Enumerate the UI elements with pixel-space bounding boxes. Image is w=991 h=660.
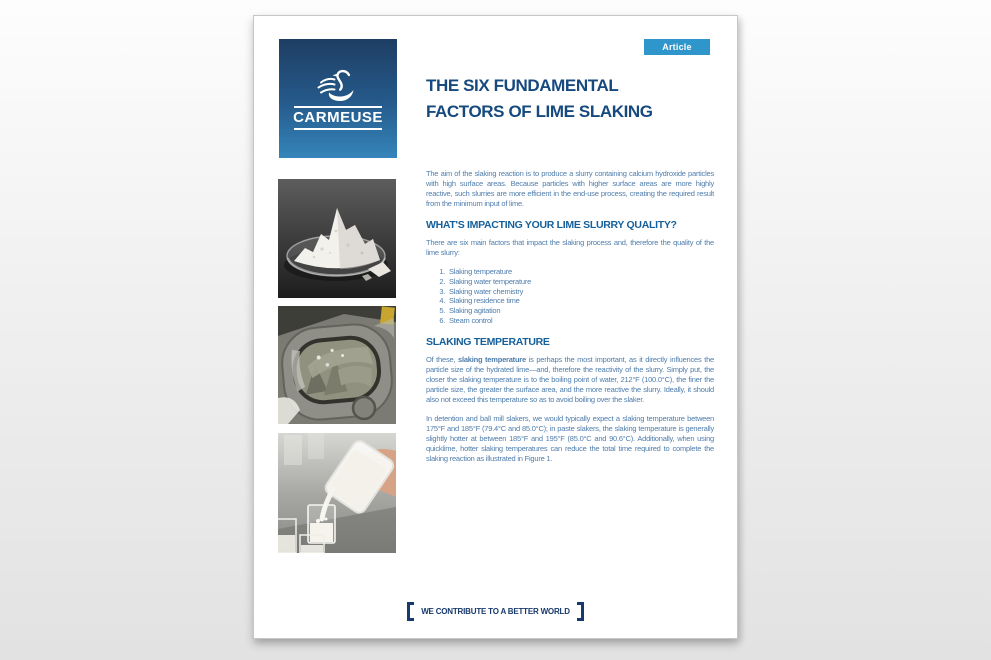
- list-item: 5. Slaking agitation: [447, 306, 714, 316]
- factors-list: [426, 267, 714, 326]
- article-body: [426, 169, 714, 473]
- bracket-right-icon: [577, 602, 584, 621]
- bold-term: slaking temperature: [458, 354, 526, 364]
- footer-tagline: [254, 602, 737, 621]
- milk-of-lime-pouring-photo: [278, 433, 396, 553]
- lime-slurry-mixer-photo: [278, 306, 396, 424]
- paragraph-text: is perhaps the most important, as it directly influences the particle size of the hydrated lime—and, therefore the reactivity of the slurry. Simply put, the closer the slaking temperature is to the boiling point of water, 212°F (100.0°C), the finer the particle size, the greater the surface area, and the more reactive the slurry. Ideally, it should also not exceed this temperature so as to avoid boiling over the slaker.: [426, 354, 714, 404]
- list-item: 1. Slaking temperature: [447, 267, 714, 277]
- swan-icon: [315, 68, 361, 104]
- list-item: 2. Slaking water temperature: [447, 277, 714, 287]
- article-page: [253, 15, 738, 639]
- section-heading-slurry-quality: WHAT'S IMPACTING YOUR LIME SLURRY QUALITY?: [426, 219, 677, 231]
- carmeuse-logo: [279, 39, 397, 158]
- logo-wordmark: CARMEUSE: [293, 108, 383, 126]
- list-item: 4. Slaking residence time: [447, 296, 714, 306]
- logo-rule-bottom: [294, 128, 382, 130]
- paragraph-text: Of these,: [426, 354, 459, 364]
- article-badge: Article: [644, 39, 710, 55]
- slaking-temperature-paragraph-2: In detention and ball mill slakers, we would typically expect a slaking temperature between 175°F and 185°F (79.4°C and 85.0°C); in paste slakers, the slaking temperature is generally slightly hotter at between 185°F and 195°F (85.0°C and 90.6°C). Additionally, when using quicklime, hotter slaking temperatures can reduce the total time required to complete the slaking reaction as illustrated in Figure 1.: [426, 413, 714, 463]
- section-heading-slaking-temperature: SLAKING TEMPERATURE: [426, 335, 550, 348]
- factors-intro-paragraph: There are six main factors that impact the slaking process and, therefore the quality of the lime slurry:: [426, 238, 714, 257]
- intro-paragraph: The aim of the slaking reaction is to produce a slurry containing calcium hydroxide particles with high surface areas. Because particles with higher surface areas are more highly reactive, such slurries are more efficient in the end-use process, creating the required result from the minimum input of lime.: [426, 169, 714, 208]
- list-item: 3. Slaking water chemistry: [447, 287, 714, 297]
- bracket-left-icon: [407, 602, 414, 621]
- page-title-line1: THE SIX FUNDAMENTAL: [426, 76, 619, 95]
- slaking-temperature-paragraph-1: [426, 355, 714, 405]
- page-title: [426, 73, 726, 125]
- lime-powder-photo: [278, 179, 396, 298]
- footer-tagline-text: WE CONTRIBUTE TO A BETTER WORLD: [421, 607, 570, 616]
- page-title-line2: FACTORS OF LIME SLAKING: [426, 102, 653, 121]
- list-item: 6. Steam control: [447, 316, 714, 326]
